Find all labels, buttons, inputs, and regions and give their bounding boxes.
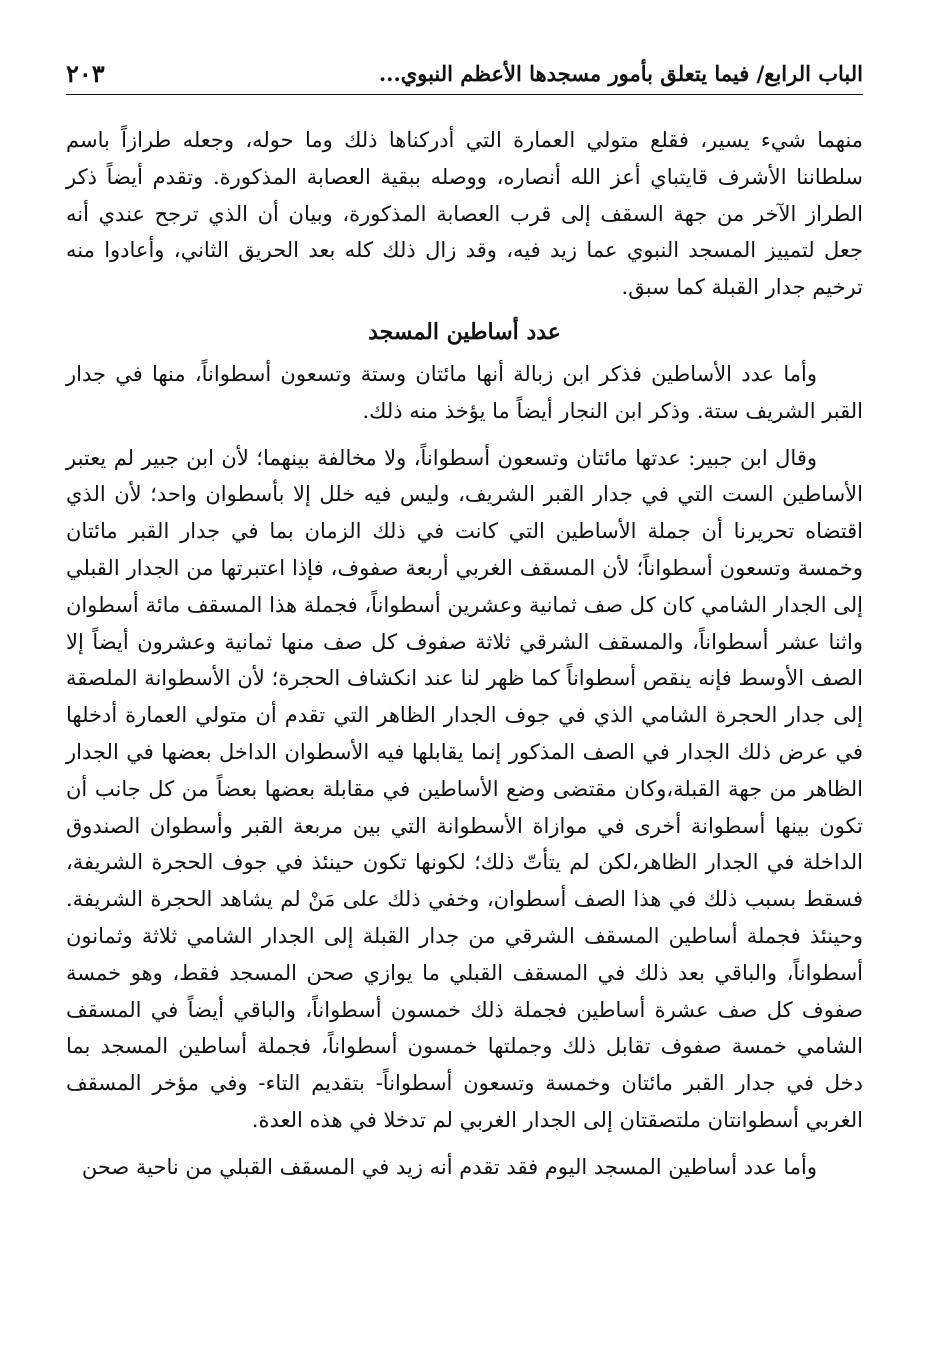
chapter-title: الباب الرابع/ فيما يتعلق بأمور مسجدها الأعظم النبوي... xyxy=(378,60,863,86)
page-number: ٢٠٣ xyxy=(66,58,105,88)
paragraph-2: وأما عدد الأساطين فذكر ابن زبالة أنها مائتان وستة وتسعون أسطواناً، منها في جدار القبر الشريف ستة. وذكر ابن النجار أيضاً ما يؤخذ منه ذلك. xyxy=(66,361,863,423)
page-header xyxy=(66,52,863,95)
section-heading: عدد أساطين المسجد xyxy=(368,318,561,345)
page-body xyxy=(66,122,863,1186)
paragraph-3: وقال ابن جبير: عدتها مائتان وتسعون أسطواناً، ولا مخالفة بينهما؛ لأن ابن جبير لم يعتبر الأساطين الست التي في جدار القبر الشريف، وليس فيه خلل إلا بأسطوان واحد؛ لأن الذي اقتضاه تحريرنا أن جملة الأساطين التي كانت في ذلك الزمان بما في جدار القبر مائتان وخمسة وتسعون أسطواناً؛ لأن المسقف الغربي أربعة صفوف، فإذا اعتبرتها من الجدار القبلي إلى الجدار الشامي كان كل صف ثمانية وعشرين أسطواناً، فجملة هذا المسقف مائة أسطوان واثنا عشر أسطواناً، والمسقف الشرقي ثلاثة صفوف كل صف منها ثمانية وعشرون أيضاً إلا الصف الأوسط فإنه ينقص أسطواناً كما ظهر لنا عند انكشاف الحجرة؛ لأن الأسطوانة الملصقة إلى جدار الحجرة الشامي الذي في جوف الجدار الظاهر التي تقدم أن متولي العمارة أدخلها في عرض ذلك الجدار في الصف المذكور إنما يقابلها فيه الأسطوان الداخل بعضها في الجدار الظاهر من جهة القبلة،وكان مقتضى وضع الأساطين في مقابلة بعضها بعضاً من كل جانب أن تكون بينها أسطوانة أخرى في موازاة الأسطوانة التي بين مربعة القبر وأسطوان الصندوق الداخلة في الجدار الظاهر،لكن لم يتأتّ ذلك؛ لكونها تكون حينئذ في جوف الحجرة الشريفة، فسقط بسبب ذلك في هذا الصف أسطوان، وخفي ذلك على مَنْ لم يشاهد الحجرة الشريفة. وحينئذ فجملة أساطين المسقف الشرقي من جدار القبلة إلى الجدار الشامي ثلاثة وثمانون أسطواناً، والباقي بعد ذلك في المسقف القبلي ما يوازي صحن المسجد فقط، وهو خمسة صفوف كل صف عشرة أساطين فجملة ذلك خمسون أسطواناً، والباقي أيضاً في المسقف الشامي خمسة صفوف تقابل ذلك وجملتها خمسون أسطواناً، فجملة أساطين المسجد بما دخل في جدار القبر مائتان وخمسة وتسعون أسطواناً- بتقديم التاء- وفي مؤخر المسقف الغربي أسطوانتان ملتصقتان إلى الجدار الغربي لم تدخلا في هذه العدة. xyxy=(66,445,863,1132)
paragraph-4: وأما عدد أساطين المسجد اليوم فقد تقدم أنه زيد في المسقف القبلي من ناحية صحن xyxy=(81,1154,817,1179)
paragraph-1: منهما شيء يسير، فقلع متولي العمارة التي أدركناها ذلك وما حوله، وجعله طرازاً باسم سلطاننا الأشرف قايتباي أعز الله أنصاره، ووصله ببقية العصابة المذكورة. وتقدم أيضاً ذكر الطراز الآخر من جهة السقف إلى قرب العصابة المذكورة، وبيان أن الذي ترجح عندي أنه جعل لتمييز المسجد النبوي عما زيد فيه، وقد زال ذلك كله بعد الحريق الثاني، وأعادوا منه ترخيم جدار القبلة كما سبق. xyxy=(66,128,863,300)
